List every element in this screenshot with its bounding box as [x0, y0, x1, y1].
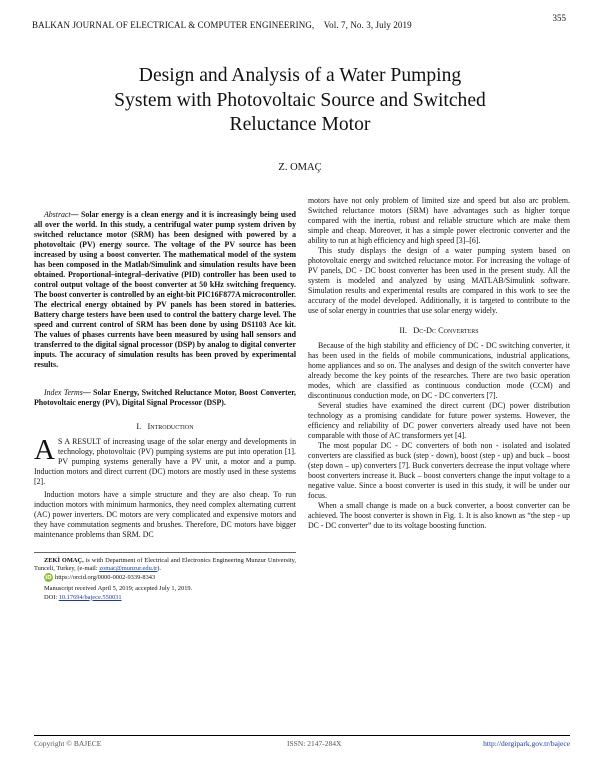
author-email-link[interactable]: zomac@munzur.edu.tr [99, 565, 158, 573]
abstract-text: — Solar energy is a clean energy and it is increasingly being used all over the world. In this study, a centrifugal water pump system driven by switched reluctance motor (SRM) has been designed with powered by a photovoltaic (PV) energy source. The voltage of the PV source has been increased by using a boost converter. The mathematical model of the system has been composed in the Matlab/Simulink and simulation results have been obtained. Proportional–integral–derivative (PID) controller has been used to control output voltage of the boost converter at 50 kHz switching frequency. The boost converter is controlled by an eight-bit PIC16F877A microcontroller. The electrical energy obtained by PV panels has been stored in batteries. Battery charge testers have been used to control the battery charge level. The speed and current control of SRM has been done by using DS1103 Ace kit. The values of phases currents have been measured by using hall sensors and transferred to the digital signal processor (DSP) by analog to digital converter inputs. The accuracy of simulation results has been proved by experimental results. [34, 210, 296, 369]
left-column [34, 210, 296, 602]
section-numeral: I. [136, 422, 142, 431]
right-column [308, 196, 570, 531]
section-title: Dc-Dc Converters [413, 326, 479, 335]
footnote [34, 552, 296, 602]
footer-issn: ISSN: 2147-284X [287, 739, 342, 748]
converter-paragraph-4: When a small change is made on a buck converter, a boost converter can be achieved. The boost converter is shown in Fig. 1. It is also known as “the step - up DC - DC converter” due to its voltage boosting function. [308, 501, 570, 530]
title-line-3: Reluctance Motor [229, 114, 371, 135]
intro-paragraph-4: This study displays the design of a water pumping system based on photovoltaic energy and switched reluctance motor. For increasing the voltage of PV panels, DC - DC boost converter has been used in the present study. All the system is modeled and analyzed by using MATLAB/Simulink software. Simulation results and experimental results are compared in this work to see the accuracy of the model developed. Additionally, it is targeted to contribute to the use of solar energy in countries that use solar energy widely. [308, 246, 570, 315]
intro-paragraph-1 [34, 434, 296, 487]
affiliation-name: ZEKİ OMAÇ, [44, 557, 84, 564]
converter-paragraph-2: Several studies have examined the direct current (DC) power distribution technology as a promising candidate for future power systems. However, the efficiency and reliability of DC power converters already used have not been comparable with those of AC transformers yet [4]. [308, 401, 570, 440]
abstract-lead: Abstract [44, 210, 71, 219]
footer-url-link[interactable]: http://dergipark.gov.tr/bajece [483, 739, 570, 748]
index-terms-text: — Solar Energy, Switched Reluctance Motor, Boost Converter, Photovoltaic energy (PV), Digital Signal Processor (DSP). [34, 388, 296, 407]
intro-paragraph-2: Induction motors have a simple structure and they are also cheap. To run induction motors with minimum harmonics, they need complex alternating current (AC) power inverters. DC motors are very complicated and expensive motors and they have commutation segments and brushes. Therefore, DC motors have bigger maintenance problems than SRM. DC [34, 490, 296, 539]
affiliation-text: is with Department of Electrical and Electronics Engineering Munzur University, Tunceli, Turkey, (e-mail: [34, 557, 296, 573]
index-terms [34, 388, 296, 408]
doi-line [34, 594, 296, 602]
page-number: 355 [552, 13, 566, 23]
drop-cap: A [34, 434, 55, 466]
index-terms-lead: Index Terms [44, 388, 83, 397]
footer-rule [34, 735, 570, 736]
title-line-1: Design and Analysis of a Water Pumping [138, 65, 462, 86]
section-heading-introduction [34, 422, 296, 432]
footer-copyright: Copyright © BAJECE [34, 739, 102, 748]
section-title: Introduction [147, 422, 194, 431]
intro-paragraph-3: motors have not only problem of limited size and speed but also arc problem. Switched reluctance motors (SRM) have advantages such as higher torque compared with the inertia, robust and reliable structure which are make them simple and cheap. Moreover, it has a simple power electronic converter and the ability to run at high efficiency and high speed [3]–[6]. [308, 196, 570, 245]
title-line-2: System with Photovoltaic Source and Switched [114, 89, 486, 111]
doi-link[interactable]: 10.17694/bajece.550031 [58, 593, 122, 601]
footnote-rule [34, 552, 296, 553]
orcid-line [34, 573, 296, 582]
orcid-icon: iD [45, 574, 52, 581]
intro-paragraph-1-text: S A RESULT of increasing usage of the solar energy and developments in technology, photovoltaic (PV) pumping systems are put into operation [1]. PV pumping systems generally have a PV unit, a motor and a pump. Induction motors and direct current (DC) motors are mostly used in these systems [2]. [34, 437, 296, 486]
converter-paragraph-3: The most popular DC - DC converters of both non - isolated and isolated converters are classified as buck (step - down), boost (step - up) and buck – boost (step down – up) converters [7]. Buck converters decrease the input voltage where boost converters increase it. Buck – boost converters change the input voltage to a negative value. Since a boost converter is used in this study, it will be under our focus. [308, 441, 570, 500]
affiliation [34, 557, 296, 573]
manuscript-dates: Manuscript received April 5, 2019; accepted July 1, 2019. [44, 585, 193, 593]
abstract [34, 210, 296, 370]
journal-volume: Vol. 7, No. 3, July 2019 [323, 20, 412, 30]
journal-name: BALKAN JOURNAL OF ELECTRICAL & COMPUTER ENGINEERING, [32, 20, 315, 30]
paper-title [40, 64, 560, 138]
running-header [32, 20, 412, 30]
doi-label: DOI: [44, 593, 59, 601]
section-heading-dc-dc-converters [308, 326, 570, 336]
affiliation-text-end: ). [157, 565, 162, 573]
orcid-link[interactable]: https://orcid.org/0000-0002-9339-8343 [55, 573, 156, 581]
author: Z. OMAÇ [278, 162, 322, 173]
section-numeral: II. [399, 326, 408, 335]
converter-paragraph-1: Because of the high stability and efficiency of DC - DC switching converter, it has been used in the fields of mobile communications, industrial applications, home appliances and so on. The analyses and design of the switch converter have already become the key points of the researches. There are two basic operation modes, which are classified as continuous conduction mode (CCM) and discontinuous conduction mode, on DC - DC converters [7]. [308, 341, 570, 400]
